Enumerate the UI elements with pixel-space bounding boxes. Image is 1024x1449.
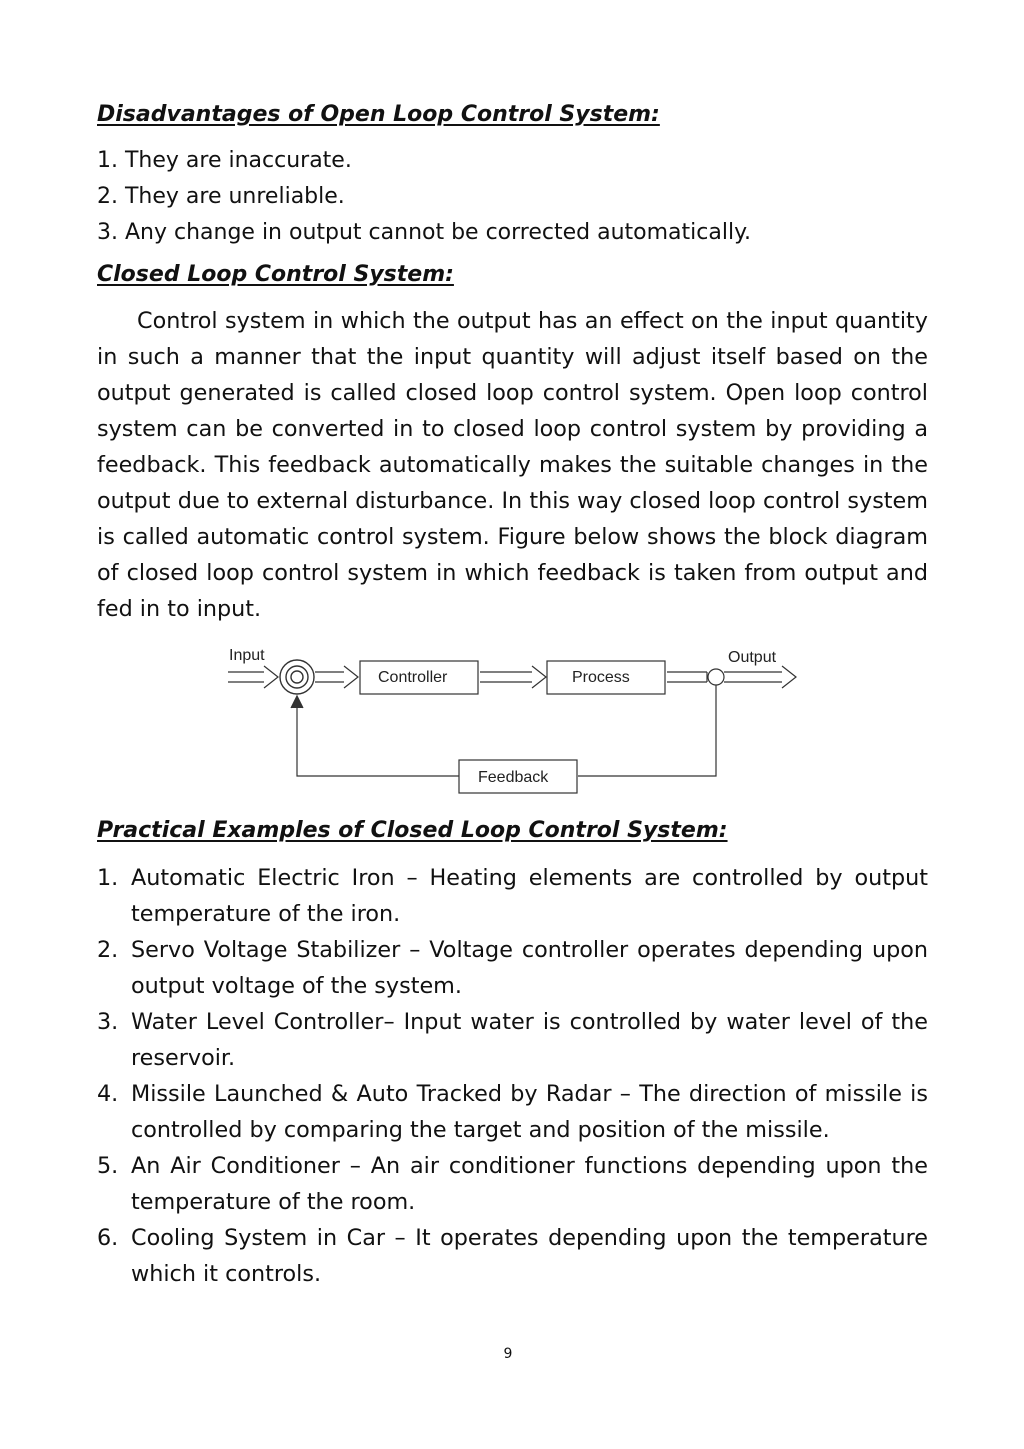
- closed-loop-paragraph: [97, 303, 928, 627]
- example-text: Servo Voltage Stabilizer – Voltage controller operates depending upon output voltage of the system.: [131, 937, 928, 999]
- output-arrow: [724, 666, 796, 688]
- example-text: Automatic Electric Iron – Heating elements are controlled by output temperature of the iron.: [131, 865, 928, 927]
- example-text: Water Level Controller– Input water is controlled by water level of the reservoir.: [131, 1009, 928, 1071]
- controller-label: Controller: [378, 669, 448, 686]
- examples-heading: Practical Examples of Closed Loop Control System:: [97, 818, 728, 843]
- example-number: 5.: [97, 1153, 119, 1179]
- example-text: Missile Launched & Auto Tracked by Radar – The direction of missile is controlled by comparing the target and position of the missile.: [131, 1081, 928, 1143]
- list-item: [97, 932, 928, 1004]
- arrow-to-process: [480, 666, 546, 688]
- list-item: [97, 1148, 928, 1220]
- input-arrow: [228, 666, 278, 688]
- example-number: 1.: [97, 865, 119, 891]
- process-label: Process: [572, 669, 630, 686]
- example-text: An Air Conditioner – An air conditioner functions depending upon the temperature of the room.: [131, 1153, 928, 1215]
- closed-loop-paragraph-text: Control system in which the output has an effect on the input quantity in such a manner that the input quantity will adjust itself based on the output generated is called closed loop control system. Open loop control system can be converted in to closed loop control system by providing a feedback. This feedback automatically makes the suitable changes in the output due to external disturbance. In this way closed loop control system is called automatic control system. Figure below shows the block diagram of closed loop control system in which feedback is taken from output and fed in to input.: [97, 308, 928, 622]
- closed-loop-heading: Closed Loop Control System:: [97, 262, 454, 287]
- example-number: 6.: [97, 1225, 119, 1251]
- takeoff-point: [708, 669, 724, 685]
- input-label: Input: [229, 647, 265, 664]
- example-number: 4.: [97, 1081, 119, 1107]
- list-item: [97, 860, 928, 932]
- summing-junction: [280, 660, 314, 694]
- arrow-to-controller: [315, 666, 358, 688]
- list-item: [97, 1004, 928, 1076]
- examples-list: [97, 860, 928, 1292]
- example-text: Cooling System in Car – It operates depending upon the temperature which it controls.: [131, 1225, 928, 1287]
- list-item: [97, 1076, 928, 1148]
- feedback-label: Feedback: [478, 769, 549, 786]
- example-number: 3.: [97, 1009, 119, 1035]
- closed-loop-block-diagram: [220, 640, 820, 800]
- disadvantages-heading: Disadvantages of Open Loop Control System:: [97, 102, 660, 127]
- output-label: Output: [728, 649, 777, 666]
- arrow-from-process: [667, 672, 707, 682]
- disadvantage-item-3: 3. Any change in output cannot be corrected automatically.: [97, 220, 751, 245]
- disadvantage-item-1: 1. They are inaccurate.: [97, 148, 352, 173]
- example-number: 2.: [97, 937, 119, 963]
- list-item: [97, 1220, 928, 1292]
- page-number: 9: [503, 1346, 513, 1362]
- disadvantage-item-2: 2. They are unreliable.: [97, 184, 345, 209]
